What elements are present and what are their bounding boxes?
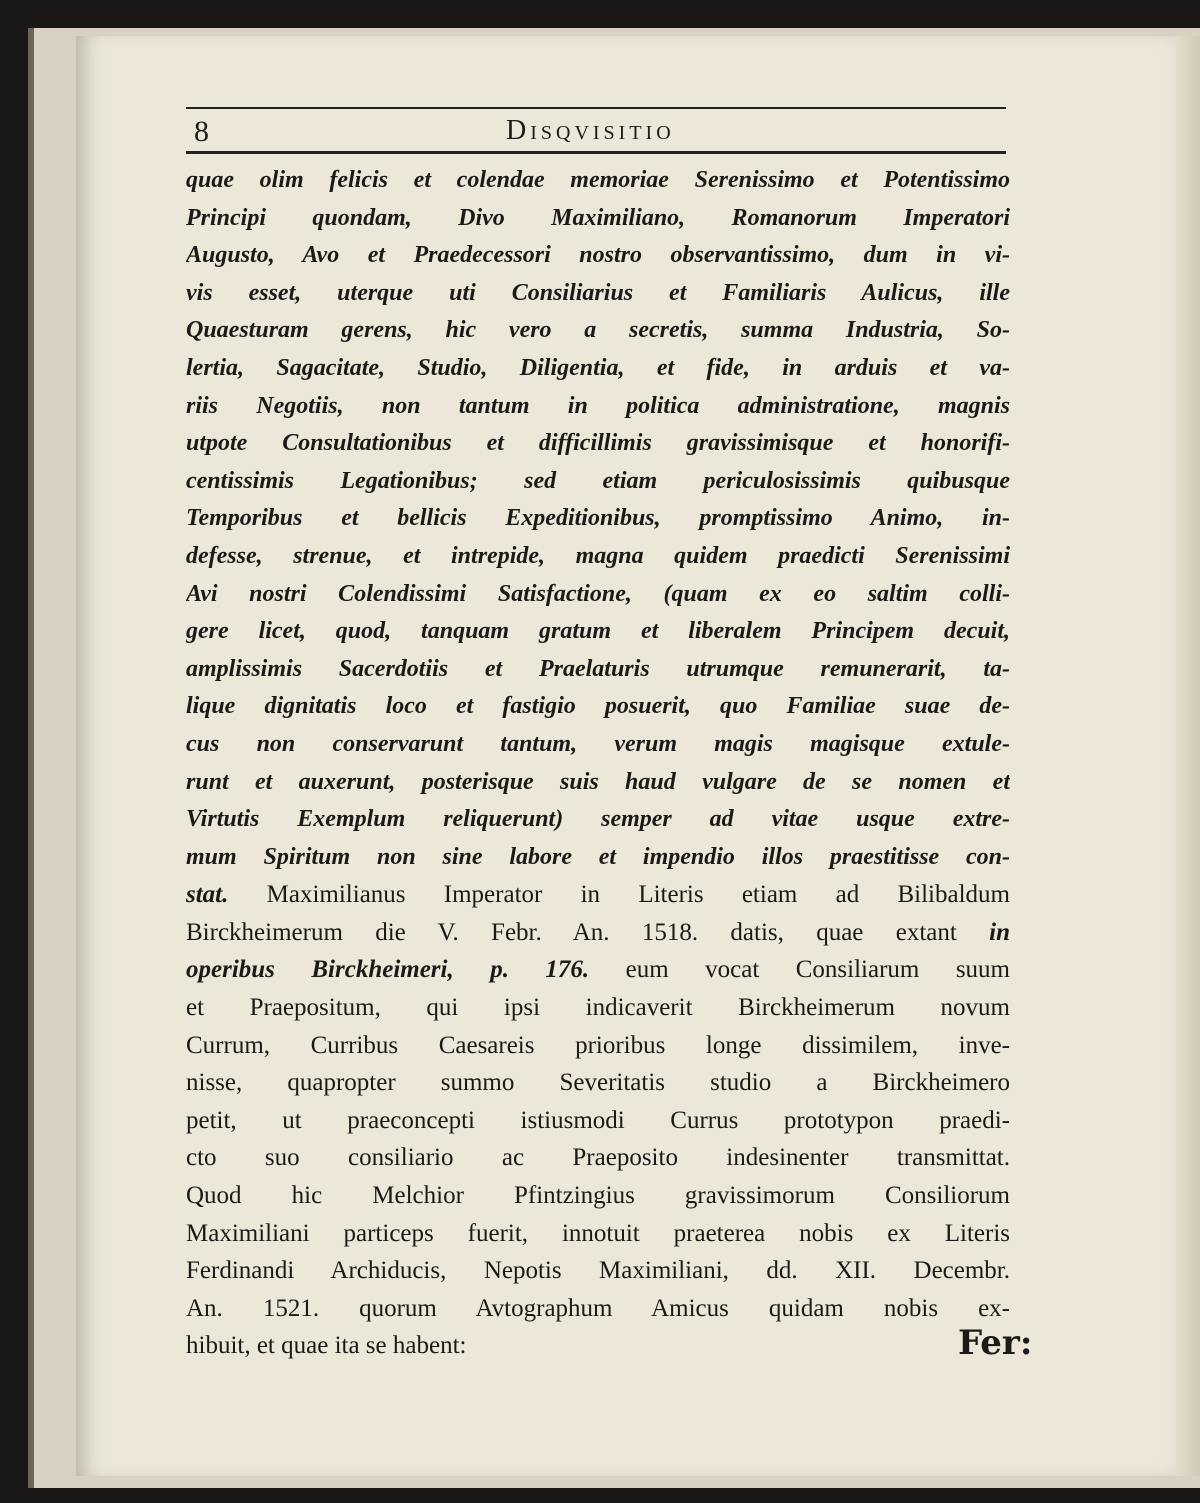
text-line: cus non conservarunt tantum, verum magis magisque extule-: [186, 730, 1010, 757]
text-line: Augusto, Avo et Praedecessori nostro observantissimo, dum in vi-: [186, 242, 1010, 269]
text-line: cto suo consiliario ac Praeposito indesinenter transmittat.: [186, 1144, 1010, 1172]
page-edge: [1176, 36, 1200, 1476]
text-line: centissimis Legationibus; sed etiam periculosissimis quibusque: [186, 467, 1010, 494]
roman-run: Birckheimerum die V. Febr. An. 1518. datis, quae extant: [186, 918, 990, 946]
text-line: mum Spiritum non sine labore et impendio illos praestitisse con-: [186, 843, 1010, 870]
text-line-mixed: [186, 951, 1010, 989]
header-rule-bottom: [186, 151, 1006, 154]
text-line: Quaesturam gerens, hic vero a secretis, summa Industria, So-: [186, 317, 1010, 344]
text-line: vis esset, uterque uti Consiliarius et Familiaris Aulicus, ille: [186, 279, 1010, 306]
italic-run: in: [989, 918, 1010, 946]
text-line: Ferdinandi Archiducis, Nepotis Maximiliani, dd. XII. Decembr.: [186, 1257, 1010, 1285]
text-line: Virtutis Exemplum reliquerunt) semper ad vitae usque extre-: [186, 806, 1010, 833]
text-line: petit, ut praeconcepti istiusmodi Currus prototypon praedi-: [186, 1106, 1010, 1134]
header-rule-top: [186, 107, 1006, 109]
text-line: Currum, Curribus Caesareis prioribus longe dissimilem, inve-: [186, 1031, 1010, 1059]
text-line: Temporibus et bellicis Expeditionibus, promptissimo Animo, in-: [186, 505, 1010, 532]
text-line: gere licet, quod, tanquam gratum et liberalem Principem decuit,: [186, 618, 1010, 645]
text-line: utpote Consultationibus et difficillimis gravissimisque et honorifi-: [186, 430, 1010, 457]
text-line: quae olim felicis et colendae memoriae Serenissimo et Potentissimo: [186, 167, 1010, 193]
text-line-mixed: [186, 876, 1010, 914]
text-line: lertia, Sagacitate, Studio, Diligentia, et fide, in arduis et va-: [186, 354, 1010, 381]
catchword: Fer:: [958, 1323, 1033, 1363]
text-line: et Praepositum, qui ipsi indicaverit Birckheimerum novum: [186, 994, 1010, 1022]
text-line: riis Negotiis, non tantum in politica administratione, magnis: [186, 392, 1010, 419]
text-line: nisse, quapropter summo Severitatis studio a Birckheimero: [186, 1069, 1010, 1097]
text-line: lique dignitatis loco et fastigio posuerit, quo Familiae suae de-: [186, 693, 1010, 720]
text-line: Principi quondam, Divo Maximiliano, Romanorum Imperatori: [186, 204, 1010, 231]
text-line: hibuit, et quae ita se habent:: [186, 1332, 467, 1360]
page-number: 8: [194, 115, 209, 148]
roman-run: eum vocat Consiliarum suum: [589, 956, 1010, 984]
text-line: Quod hic Melchior Pfintzingius gravissimorum Consiliorum: [186, 1182, 1010, 1210]
text-line: defesse, strenue, et intrepide, magna quidem praedicti Serenissimi: [186, 542, 1010, 569]
text-line: Avi nostri Colendissimi Satisfactione, (quam ex eo saltim colli-: [186, 580, 1010, 607]
italic-run: stat.: [186, 881, 229, 909]
italic-run: operibus Birckheimeri, p. 176.: [186, 956, 590, 984]
text-line: Maximiliani particeps fuerit, innotuit praeterea nobis ex Literis: [186, 1219, 1010, 1247]
text-line: An. 1521. quorum Avtographum Amicus quidam nobis ex-: [186, 1294, 1010, 1322]
roman-run: Maximilianus Imperator in Literis etiam ad Bilibaldum: [228, 881, 1010, 909]
page-header: [186, 97, 1006, 157]
text-line: amplissimis Sacerdotiis et Praelaturis utrumque remunerarit, ta-: [186, 655, 1010, 682]
body-text: [186, 162, 1010, 1365]
text-line: runt et auxerunt, posterisque suis haud vulgare de se nomen et: [186, 768, 1010, 795]
text-line-mixed: [186, 914, 1010, 952]
running-head: Disqvisitio: [506, 115, 675, 146]
